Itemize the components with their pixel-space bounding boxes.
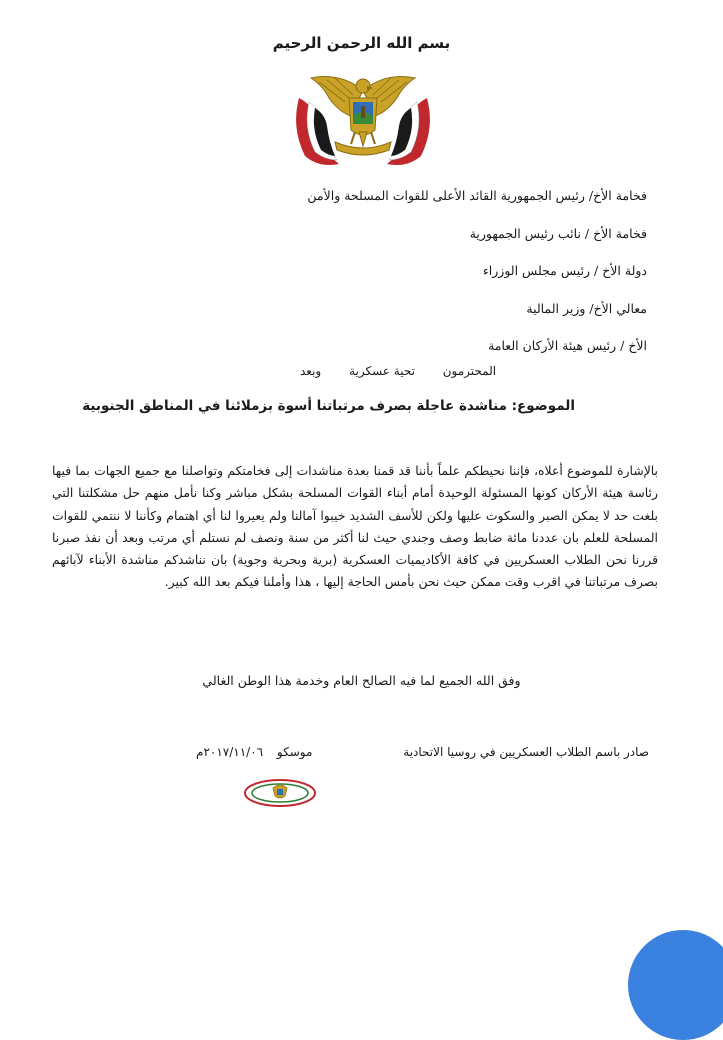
subject-line: الموضوع: مناشدة عاجلة بصرف مرتباتنا أسوة بزملائنا في المناطق الجنوبية bbox=[82, 398, 575, 414]
letter-body: بالإشارة للموضوع أعلاه، فإننا نحيطكم علماً بأننا قد قمنا بعدة مناشدات إلى فخامتكم وتواصلنا مع جميع الجهات بما فيها رئاسة هيئة الأركان كونها المسئولة الوحيدة أمام أبناء القوات المسلحة بشكل مباشر وكنا نأمل منهم حل مشكلتنا التي بلغت حد لا يمكن الصبر والسكوت عليها ولكن للأسف الشديد خيبوا آمالنا ولم يعيروا لنا أي اهتمام وكأننا لا ننتمي للقوات المسلحة للعلم بان عددنا مائة ضابط وصف وجندي حيث لنا أكثر من سنة ونصف لم نستلم أي مرتب وبعد أن نفذ صبرنا قررنا نحن الطلاب العسكريين في كافة الأكاديميات العسكرية (برية وبحرية وجوية) بان نناشدكم مناشدة الأبناء لآبائهم بصرف مرتباتنا في اقرب وقت ممكن حيث نحن بأمس الحاجة إليها ، هذا وأملنا فيكم بعد الله كبير. bbox=[52, 463, 658, 590]
addressee-president: فخامة الأخ/ رئيس الجمهورية القائد الأعلى للقوات المسلحة والأمن bbox=[307, 188, 647, 203]
greeting-after: وبعد bbox=[300, 364, 322, 378]
greeting-respected: المحترمون bbox=[442, 364, 497, 378]
greeting-line bbox=[276, 364, 496, 378]
greeting-salute: تحية عسكرية bbox=[349, 364, 415, 378]
date-text: ٢٠١٧/١١/٠٦م bbox=[196, 745, 264, 759]
addressee-prime-minister: دولة الأخ / رئيس مجلس الوزراء bbox=[482, 263, 647, 278]
closing-line: وفق الله الجميع لما فيه الصالح العام وخدمة هذا الوطن الغالي bbox=[202, 673, 521, 688]
place-text: موسكو bbox=[276, 745, 313, 759]
place-date-line bbox=[196, 745, 312, 759]
issuer-line: صادر باسم الطلاب العسكريين في روسيا الاتحادية bbox=[403, 745, 649, 759]
military-stamp-icon bbox=[243, 778, 317, 808]
addressee-finance-minister: معالي الأخ/ وزير المالية bbox=[526, 300, 647, 316]
yemen-eagle-emblem-icon bbox=[289, 68, 437, 176]
addressee-list bbox=[127, 186, 647, 374]
addressee-vice-president: فخامة الأخ / نائب رئيس الجمهورية bbox=[469, 225, 647, 241]
addressee-chief-of-staff: الأخ / رئيس هيئة الأركان العامة bbox=[488, 338, 647, 353]
corner-badge[interactable] bbox=[628, 930, 723, 1040]
basmala-heading: بسم الله الرحمن الرحيم bbox=[272, 34, 451, 52]
